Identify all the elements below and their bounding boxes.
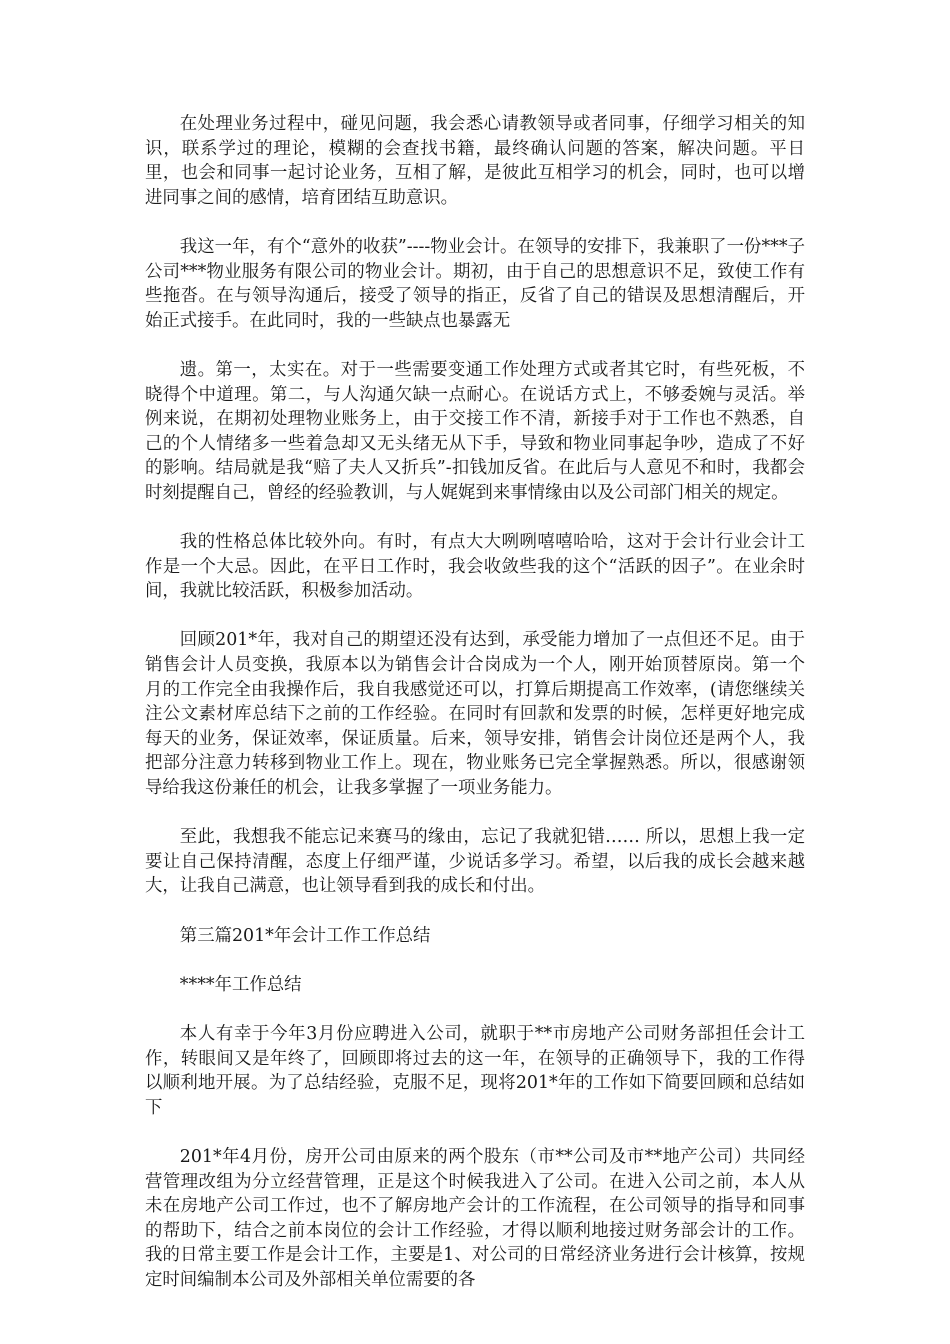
paragraph-company-background: 201*年4月份，房开公司由原来的两个股东（市**公司及市**地产公司）共同经营管理改组为分立经营管理，正是这个时候我进入了公司。在进入公司之前，本人从未在房地产公司工作过，也不了解房地产会计的工作流程，在公司领导的指导和同事的帮助下，结合之前本岗位的会计工作经验，才得以顺利地接过财务部会计的工作。 我的日常主要工作是会计工作，主要是1、对公司的日常经济业务进行会计核算，按规定时间编制本公司及外部相关单位需要的各	[145, 1146, 811, 1290]
section-subtitle: ****年工作总结	[179, 974, 302, 995]
paragraph-introduction: 本人有幸于今年3月份应聘进入公司，就职于**市房地产公司财务部担任会计工作，转眼间又是年终了，回顾即将过去的这一年，在领导的正确领导下，我的工作得以顺利地开展。为了总结经验，克服不足，现将201*年的工作如下简要回顾和总结如下	[145, 1023, 805, 1118]
paragraph-review: 回顾201*年，我对自己的期望还没有达到，承受能力增加了一点但还不足。由于销售会计人员变换，我原本以为销售会计合岗成为一个人，刚开始顶替原岗。第一个月的工作完全由我操作后，我自我感觉还可以，打算后期提高工作效率，(请您继续关注公文素材库总结下之前的工作经验。在同时有回款和发票的时候，怎样更好地完成每天的业务，保证效率，保证质量。后来，领导安排，销售会计岗位还是两个人，我把部分注意力转移到物业工作上。现在，物业账务已完全掌握熟悉。所以，很感谢领导给我这份兼任的机会，让我多掌握了一项业务能力。	[145, 630, 805, 799]
paragraph-handling-problems: 在处理业务过程中，碰见问题，我会悉心请教领导或者同事，仔细学习相关的知识，联系学过的理论，模糊的会查找书籍，最终确认问题的答案，解决问题。平日里，也会和同事一起讨论业务，互相了解，是彼此互相学习的机会，同时，也可以增进同事之间的感情，培育团结互助意识。	[145, 114, 805, 208]
paragraph-shortcomings: 遗。第一，太实在。对于一些需要变通工作处理方式或者其它时，有些死板，不晓得个中道理。第二，与人沟通欠缺一点耐心。在说话方式上，不够委婉与灵活。举例来说，在期初处理物业账务上，由于交接工作不清，新接手对于工作也不熟悉，自己的个人情绪多一些着急却又无头绪无从下手，导致和物业同事起争吵，造成了不好的影响。结局就是我“赔了夫人又折兵”-扣钱加反省。在此后与人意见不和时，我都会时刻提醒自己，曾经的经验教训，与人娓娓到来事情缘由以及公司部门相关的规定。	[145, 359, 805, 503]
document-page	[145, 112, 811, 1317]
section-title: 第三篇201*年会计工作工作总结	[179, 925, 431, 946]
paragraph-conclusion: 至此，我想我不能忘记来赛马的缘由，忘记了我就犯错…… 所以，思想上我一定要让自己保持清醒，态度上仔细严谨，少说话多学习。希望，以后我的成长会越来越大，让我自己满意，也让领导看到我的成长和付出。	[145, 827, 805, 897]
paragraph-unexpected-gain: 我这一年，有个“意外的收获”----物业会计。在领导的安排下，我兼职了一份***子公司***物业服务有限公司的物业会计。期初，由于自己的思想意识不足，致使工作有些拖沓。在与领导沟通后，接受了领导的指正，反省了自己的错误及思想清醒后，开始正式接手。在此同时，我的一些缺点也暴露无	[145, 236, 805, 331]
paragraph-personality: 我的性格总体比较外向。有时，有点大大咧咧嘻嘻哈哈，这对于会计行业会计工作是一个大忌。因此，在平日工作时，我会收敛些我的这个“活跃的因子”。在业余时间，我就比较活跃，积极参加活动。	[145, 532, 805, 602]
